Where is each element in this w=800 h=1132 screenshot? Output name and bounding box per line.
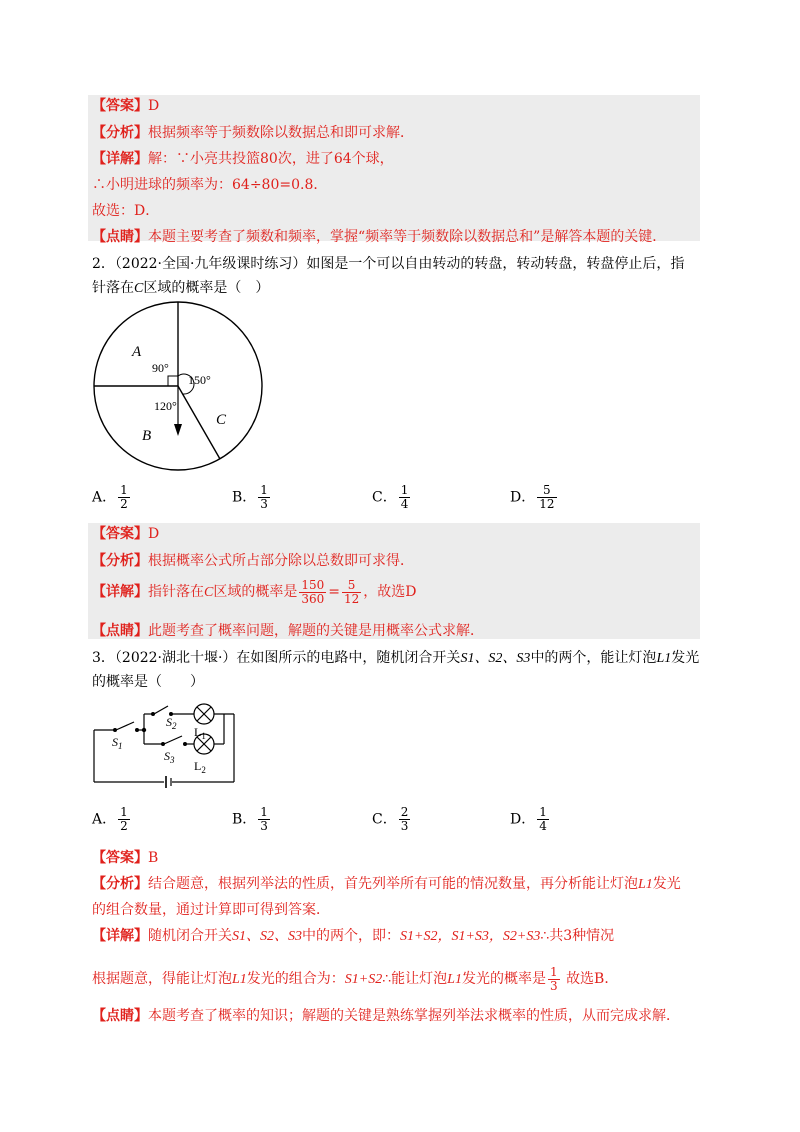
q3-stem-line-1: 3．（2022·湖北十堰·）在如图所示的电路中，随机闭合开关S1、S2、S3中的两个，能让灯泡L1发光 <box>92 650 700 666</box>
q3-option-a[interactable]: A． $\frac{1}{2}$ <box>92 805 128 833</box>
q3-label-l2: $L_2$ <box>194 759 206 775</box>
q3-option-c[interactable]: C． $\frac{2}{3}$ <box>372 805 409 833</box>
q2-option-b[interactable]: B． $\frac{1}{3}$ <box>232 483 268 511</box>
q3-comment: 【点睛】本题考查了概率的知识；解题的关键是熟练掌握列举法求概率的性质，从而完成求解． <box>92 1008 680 1024</box>
q2-detail: 【详解】指针落在C区域的概率是 $\frac{150}{360}$ = $\frac{5}{12}$ ，故选D <box>92 577 417 606</box>
q2-comment: 【点睛】此题考查了概率问题，解题的关键是用概率公式求解． <box>92 623 484 639</box>
q2-angle-b: 120° <box>154 399 177 413</box>
q2-answer: 【答案】D <box>92 526 160 542</box>
q3-option-b[interactable]: B． $\frac{1}{3}$ <box>232 805 268 833</box>
q2-option-a[interactable]: A． $\frac{1}{2}$ <box>92 483 128 511</box>
q2-label-a: A <box>132 344 142 360</box>
q2-option-d[interactable]: D． $\frac{5}{12}$ <box>510 483 555 511</box>
q3-stem-line-2: 的概率是（ ） <box>92 674 204 690</box>
q3-circuit-figure <box>88 694 238 794</box>
q3-label-s1: $S_1$ <box>112 735 123 751</box>
q2-angle-c: 150° <box>188 373 211 387</box>
q1-comment: 【点睛】本题主要考查了频数和频率，掌握“频率等于频数除以数据总和”是解答本题的关键． <box>92 229 667 245</box>
q3-label-l1: $L_1$ <box>194 725 206 741</box>
q1-detail-2: ∴小明进球的频率为：64÷80=0.8． <box>92 177 328 193</box>
q2-stem-line-1: 2．（2022·全国·九年级课时练习）如图是一个可以自由转动的转盘，转动转盘，转盘停止后，指 <box>92 256 685 272</box>
q3-detail-2: 根据题意，得能让灯泡L1发光的组合为：S1+S2∴能让灯泡L1发光的概率是 $\frac{1}{3}$ 故选B． <box>92 964 619 993</box>
q3-detail-1: 【详解】随机闭合开关S1、S2、S3中的两个，即：S1+S2，S1+S3，S2+S3∴共3种情况 <box>92 928 615 944</box>
q3-answer: 【答案】B <box>92 850 159 866</box>
q2-analysis: 【分析】根据概率公式所占部分除以总数即可求得． <box>92 553 414 569</box>
q2-angle-a: 90° <box>152 361 169 375</box>
q2-option-c[interactable]: C． $\frac{1}{4}$ <box>372 483 409 511</box>
q2-label-c: C <box>216 412 227 428</box>
q3-option-d[interactable]: D． $\frac{1}{4}$ <box>510 805 547 833</box>
q2-spinner-figure <box>88 296 268 476</box>
q1-detail-3: 故选：D． <box>92 203 160 219</box>
q2-label-b: B <box>142 428 152 444</box>
q3-analysis-1: 【分析】结合题意，根据列举法的性质，首先列举所有可能的情况数量，再分析能让灯泡L1发光 <box>92 876 681 892</box>
q3-label-s3: $S_3$ <box>164 749 175 765</box>
q3-analysis-2: 的组合数量，通过计算即可得到答案． <box>92 902 330 918</box>
q1-analysis: 【分析】根据频率等于频数除以数据总和即可求解． <box>92 125 414 141</box>
q2-stem-line-2: 针落在C区域的概率是（ ） <box>92 280 270 296</box>
q3-label-s2: $S_2$ <box>166 715 177 731</box>
q1-detail-1: 【详解】解：∵小亮共投篮80次，进了64个球， <box>92 151 394 167</box>
q1-answer: 【答案】D <box>92 98 160 114</box>
